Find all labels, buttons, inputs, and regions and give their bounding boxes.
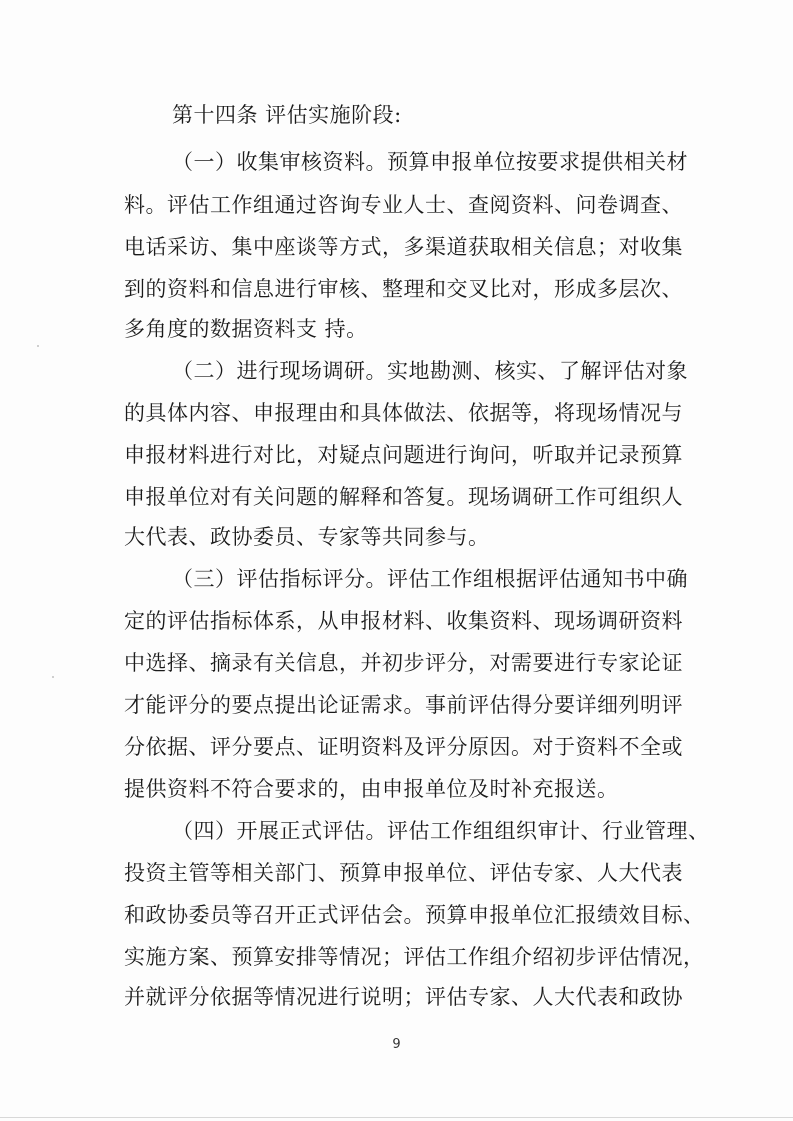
paragraph-1-line-1: （一）收集审核资料。预算申报单位按要求提供相关材 — [172, 150, 688, 174]
paragraph-3-line-5: 分依据、评分要点、证明资料及评分原因。对于资料不全或 — [124, 735, 683, 759]
scan-speck — [37, 345, 39, 347]
paragraph-1-line-2: 料。评估工作组通过咨询专业人士、查阅资料、问卷调查、 — [124, 193, 683, 217]
paragraph-4-line-4: 实施方案、预算安排等情况；评估工作组介绍初步评估情况， — [124, 945, 705, 969]
paragraph-4-line-1: （四）开展正式评估。评估工作组组织审计、行业管理、 — [172, 819, 710, 843]
paragraph-3-line-2: 定的评估指标体系，从申报材料、收集资料、现场调研资料 — [124, 609, 683, 633]
paragraph-3-line-6: 提供资料不符合要求的，由申报单位及时补充报送。 — [124, 777, 619, 801]
paragraph-2-line-1: （二）进行现场调研。实地勘测、核实、了解评估对象 — [172, 359, 688, 383]
paragraph-2-line-2: 的具体内容、申报理由和具体做法、依据等，将现场情况与 — [124, 401, 683, 425]
article-heading: 第十四条 评估实施阶段: — [172, 103, 402, 127]
page-number: 9 — [392, 1037, 401, 1052]
paragraph-4-line-2: 投资主管等相关部门、预算申报单位、评估专家、人大代表 — [124, 861, 683, 885]
paragraph-2-line-3: 申报材料进行对比，对疑点问题进行询问，听取并记录预算 — [124, 443, 683, 467]
paragraph-3-line-1: （三）评估指标评分。评估工作组根据评估通知书中确 — [172, 567, 688, 591]
scan-speck — [52, 676, 54, 678]
paragraph-1-line-4: 到的资料和信息进行审核、整理和交叉比对，形成多层次、 — [124, 277, 683, 301]
paragraph-4-line-5: 并就评分依据等情况进行说明；评估专家、人大代表和政协 — [124, 985, 683, 1009]
paragraph-4-line-3: 和政协委员等召开正式评估会。预算申报单位汇报绩效目标、 — [124, 903, 705, 927]
paragraph-3-line-4: 才能评分的要点提出论证需求。事前评估得分要详细列明评 — [124, 693, 683, 717]
paragraph-2-line-4: 申报单位对有关问题的解释和答复。现场调研工作可组织人 — [124, 485, 683, 509]
paragraph-3-line-3: 中选择、摘录有关信息，并初步评分，对需要进行专家论证 — [124, 651, 683, 675]
paragraph-1-line-3: 电话采访、集中座谈等方式，多渠道获取相关信息；对收集 — [124, 235, 683, 259]
paragraph-1-line-5: 多角度的数据资料支 持。 — [124, 317, 368, 341]
scan-edge-line — [0, 1117, 793, 1118]
paragraph-2-line-5: 大代表、政协委员、专家等共同参与。 — [124, 525, 490, 549]
